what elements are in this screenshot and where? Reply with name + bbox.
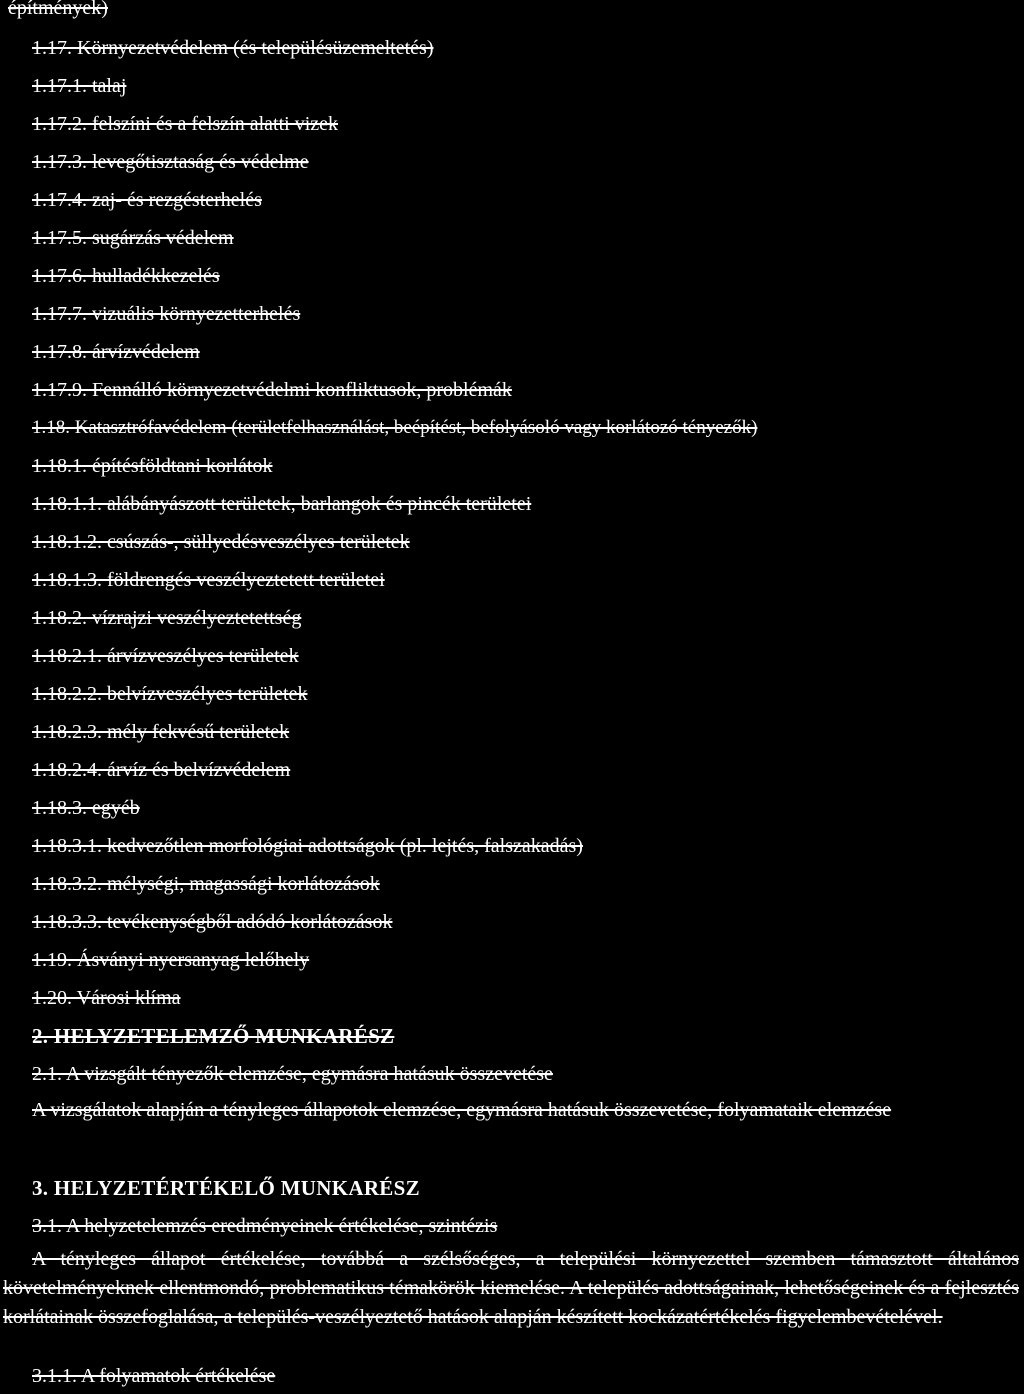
list-item: 1.17.5. sugárzás védelem	[32, 227, 234, 249]
list-item: 1.18.1. építésföldtani korlátok	[32, 455, 273, 477]
list-item: 1.17.4. zaj- és rezgésterhelés	[32, 189, 262, 211]
list-item: 1.18.2.1. árvízveszélyes területek	[32, 645, 299, 667]
section-2-paragraph: A vizsgálatok alapján a tényleges állapotok elemzése, egymásra hatásuk összevetése, folyamataik elemzése	[32, 1099, 892, 1121]
list-item: 1.17.7. vizuális környezetterhelés	[32, 303, 301, 325]
top-fragment: építmények)	[8, 0, 108, 19]
list-item: 1.18.3.2. mélységi, magassági korlátozások	[32, 873, 380, 895]
list-item: 1.18.3.3. tevékenységből adódó korlátozások	[32, 911, 393, 933]
list-item: 1.18.1.3. földrengés veszélyeztetett területei	[32, 569, 385, 591]
list-item: 1.18.1.1. alábányászott területek, barlangok és pincék területei	[32, 493, 532, 515]
list-item: 1.18.2. vízrajzi veszélyeztetettség	[32, 607, 302, 629]
list-item: 1.18.3. egyéb	[32, 797, 140, 819]
section-2-subheading: 2.1. A vizsgált tényezők elemzése, egymásra hatásuk összevetése	[32, 1063, 553, 1085]
section-3-subheading: 3.1. A helyzetelemzés eredményeinek értékelése, szintézis	[32, 1215, 498, 1237]
list-item: 1.19. Ásványi nyersanyag lelőhely	[32, 949, 310, 971]
list-item: 1.17.9. Fennálló környezetvédelmi konfliktusok, problémák	[32, 379, 512, 401]
list-item: 1.18.1.2. csúszás-, süllyedésveszélyes területek	[32, 531, 410, 553]
section-2-heading: 2. HELYZETELEMZŐ MUNKARÉSZ	[32, 1024, 395, 1048]
list-item: 1.17. Környezetvédelem (és településüzemeltetés)	[32, 37, 434, 59]
section-3-paragraph: A tényleges állapot értékelése, továbbá a szélsőséges, a települési környezettel szemben támasztott általános követelményeknek ellentmondó, problematikus témakörök kiemelése. A település adottságainak, lehetőségeinek és a fejlesztés korlátainak összefoglalása, a település-veszélyeztető hatások alapján készített kockázatértékelés figyelembevételével.	[3, 1248, 1019, 1328]
list-item: 1.20. Városi klíma	[32, 987, 181, 1009]
list-item: 1.18.3.1. kedvezőtlen morfológiai adottságok (pl. lejtés, falszakadás)	[32, 835, 583, 857]
list-item: 1.18.2.2. belvízveszélyes területek	[32, 683, 308, 705]
list-item: 1.18. Katasztrófavédelem (területfelhasználást, beépítést, befolyásoló vagy korlátozó tényezők)	[32, 417, 758, 438]
list-item: 1.17.2. felszíni és a felszín alatti vizek	[32, 113, 339, 135]
list-item: 1.17.3. levegőtisztaság és védelme	[32, 151, 309, 173]
list-item: 1.18.2.4. árvíz és belvízvédelem	[32, 759, 291, 781]
list-item: 1.17.8. árvízvédelem	[32, 341, 200, 363]
list-item: 1.17.6. hulladékkezelés	[32, 265, 220, 287]
section-3-heading: 3. HELYZETÉRTÉKELŐ MUNKARÉSZ	[32, 1176, 420, 1200]
list-item: 1.17.1. talaj	[32, 75, 127, 97]
list-item: 1.18.2.3. mély fekvésű területek	[32, 721, 290, 743]
section-3-item: 3.1.1. A folyamatok értékelése	[32, 1365, 276, 1387]
